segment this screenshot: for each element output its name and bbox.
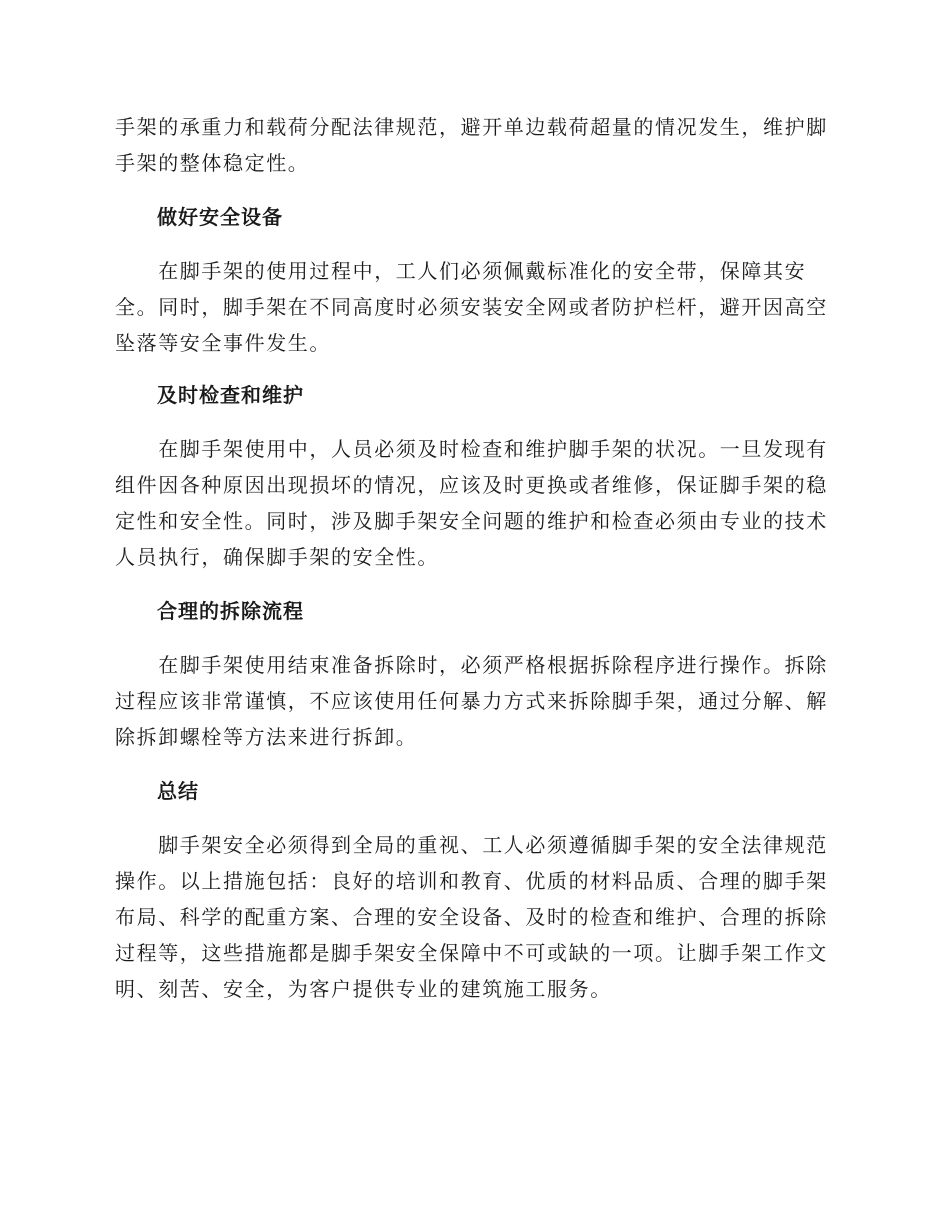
paragraph-line: 组件因各种原因出现损坏的情况，应该及时更换或者维修，保证脚手架的稳 [115, 473, 828, 497]
section-heading-dismantling: 合理的拆除流程 [157, 599, 304, 623]
paragraph-line: 在脚手架使用中，人员必须及时检查和维护脚手架的状况。一旦发现有 [115, 437, 828, 461]
paragraph-line: 过程应该非常谨慎，不应该使用任何暴力方式来拆除脚手架，通过分解、解 [115, 689, 828, 713]
section-heading-inspection: 及时检查和维护 [157, 383, 304, 407]
paragraph-line: 手架的承重力和载荷分配法律规范，避开单边载荷超量的情况发生，维护脚 [115, 115, 828, 139]
paragraph-line: 坠落等安全事件发生。 [115, 331, 331, 355]
paragraph-line: 在脚手架使用结束准备拆除时，必须严格根据拆除程序进行操作。拆除 [115, 653, 828, 677]
paragraph-line: 布局、科学的配重方案、合理的安全设备、及时的检查和维护、合理的拆除 [115, 905, 828, 929]
paragraph-line: 操作。以上措施包括：良好的培训和教育、优质的材料品质、合理的脚手架 [115, 869, 828, 893]
section-paragraph-inspection [115, 431, 830, 575]
intro-paragraph [115, 109, 830, 181]
paragraph-line: 脚手架安全必须得到全局的重视、工人必须遵循脚手架的安全法律规范 [115, 833, 828, 857]
paragraph-line: 全。同时，脚手架在不同高度时必须安装安全网或者防护栏杆，避开因高空 [115, 295, 828, 319]
paragraph-line: 定性和安全性。同时，涉及脚手架安全问题的维护和检查必须由专业的技术 [115, 509, 828, 533]
paragraph-line: 手架的整体稳定性。 [115, 151, 310, 175]
section-heading-summary: 总结 [157, 779, 199, 803]
paragraph-line: 除拆卸螺栓等方法来进行拆卸。 [115, 725, 418, 749]
section-paragraph-summary [115, 827, 830, 1007]
paragraph-line: 过程等，这些措施都是脚手架安全保障中不可或缺的一项。让脚手架工作文 [115, 941, 828, 965]
section-paragraph-dismantling [115, 647, 830, 755]
section-heading-safety-equipment: 做好安全设备 [157, 205, 283, 229]
paragraph-line: 人员执行，确保脚手架的安全性。 [115, 545, 439, 569]
paragraph-line: 明、刻苦、安全，为客户提供专业的建筑施工服务。 [115, 977, 612, 1001]
paragraph-line: 在脚手架的使用过程中，工人们必须佩戴标准化的安全带，保障其安 [115, 259, 807, 283]
section-paragraph-safety-equipment [115, 253, 830, 361]
